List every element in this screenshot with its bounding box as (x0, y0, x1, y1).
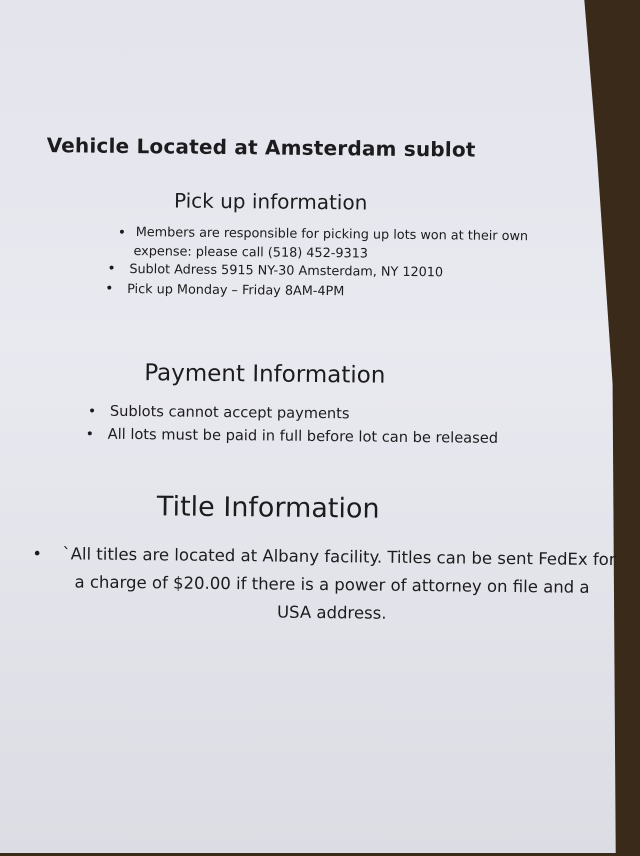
list-item (32, 540, 616, 630)
list-item (105, 280, 345, 301)
payment-item-text: All lots must be paid in full before lot can be released (107, 425, 499, 447)
payment-item-text: Sublots cannot accept payments (109, 402, 350, 423)
pickup-section-title: Pick up information (173, 188, 368, 215)
title-section-title: Title Information (156, 491, 380, 525)
list-item (117, 223, 529, 265)
bullet-icon: • (87, 403, 97, 420)
pickup-item-text: Members are responsible for picking up lots won at their own (135, 225, 529, 245)
page-title: Vehicle Located at Amsterdam sublot (46, 133, 476, 162)
pickup-item-text-continued: expense: please call (518) 452-9313 (133, 244, 369, 262)
bullet-icon: • (107, 260, 116, 277)
title-info-line: a charge of $20.00 if there is a power of attorney on file and a (74, 572, 590, 597)
bullet-icon: • (85, 426, 94, 443)
bullet-icon: • (117, 224, 127, 241)
title-info-line: USA address. (276, 602, 387, 623)
bullet-icon: • (32, 543, 42, 564)
title-info-line: `All titles are located at Albany facility. Titles can be sent FedEx for (62, 544, 616, 570)
bullet-icon: • (105, 280, 114, 297)
pickup-hours: Pick up Monday – Friday 8AM-4PM (127, 281, 345, 300)
list-item (85, 424, 499, 450)
sublot-address: Sublot Adress 5915 NY-30 Amsterdam, NY 12010 (129, 261, 444, 281)
payment-section-title: Payment Information (144, 360, 386, 389)
list-item (87, 401, 350, 426)
list-item (107, 260, 444, 282)
